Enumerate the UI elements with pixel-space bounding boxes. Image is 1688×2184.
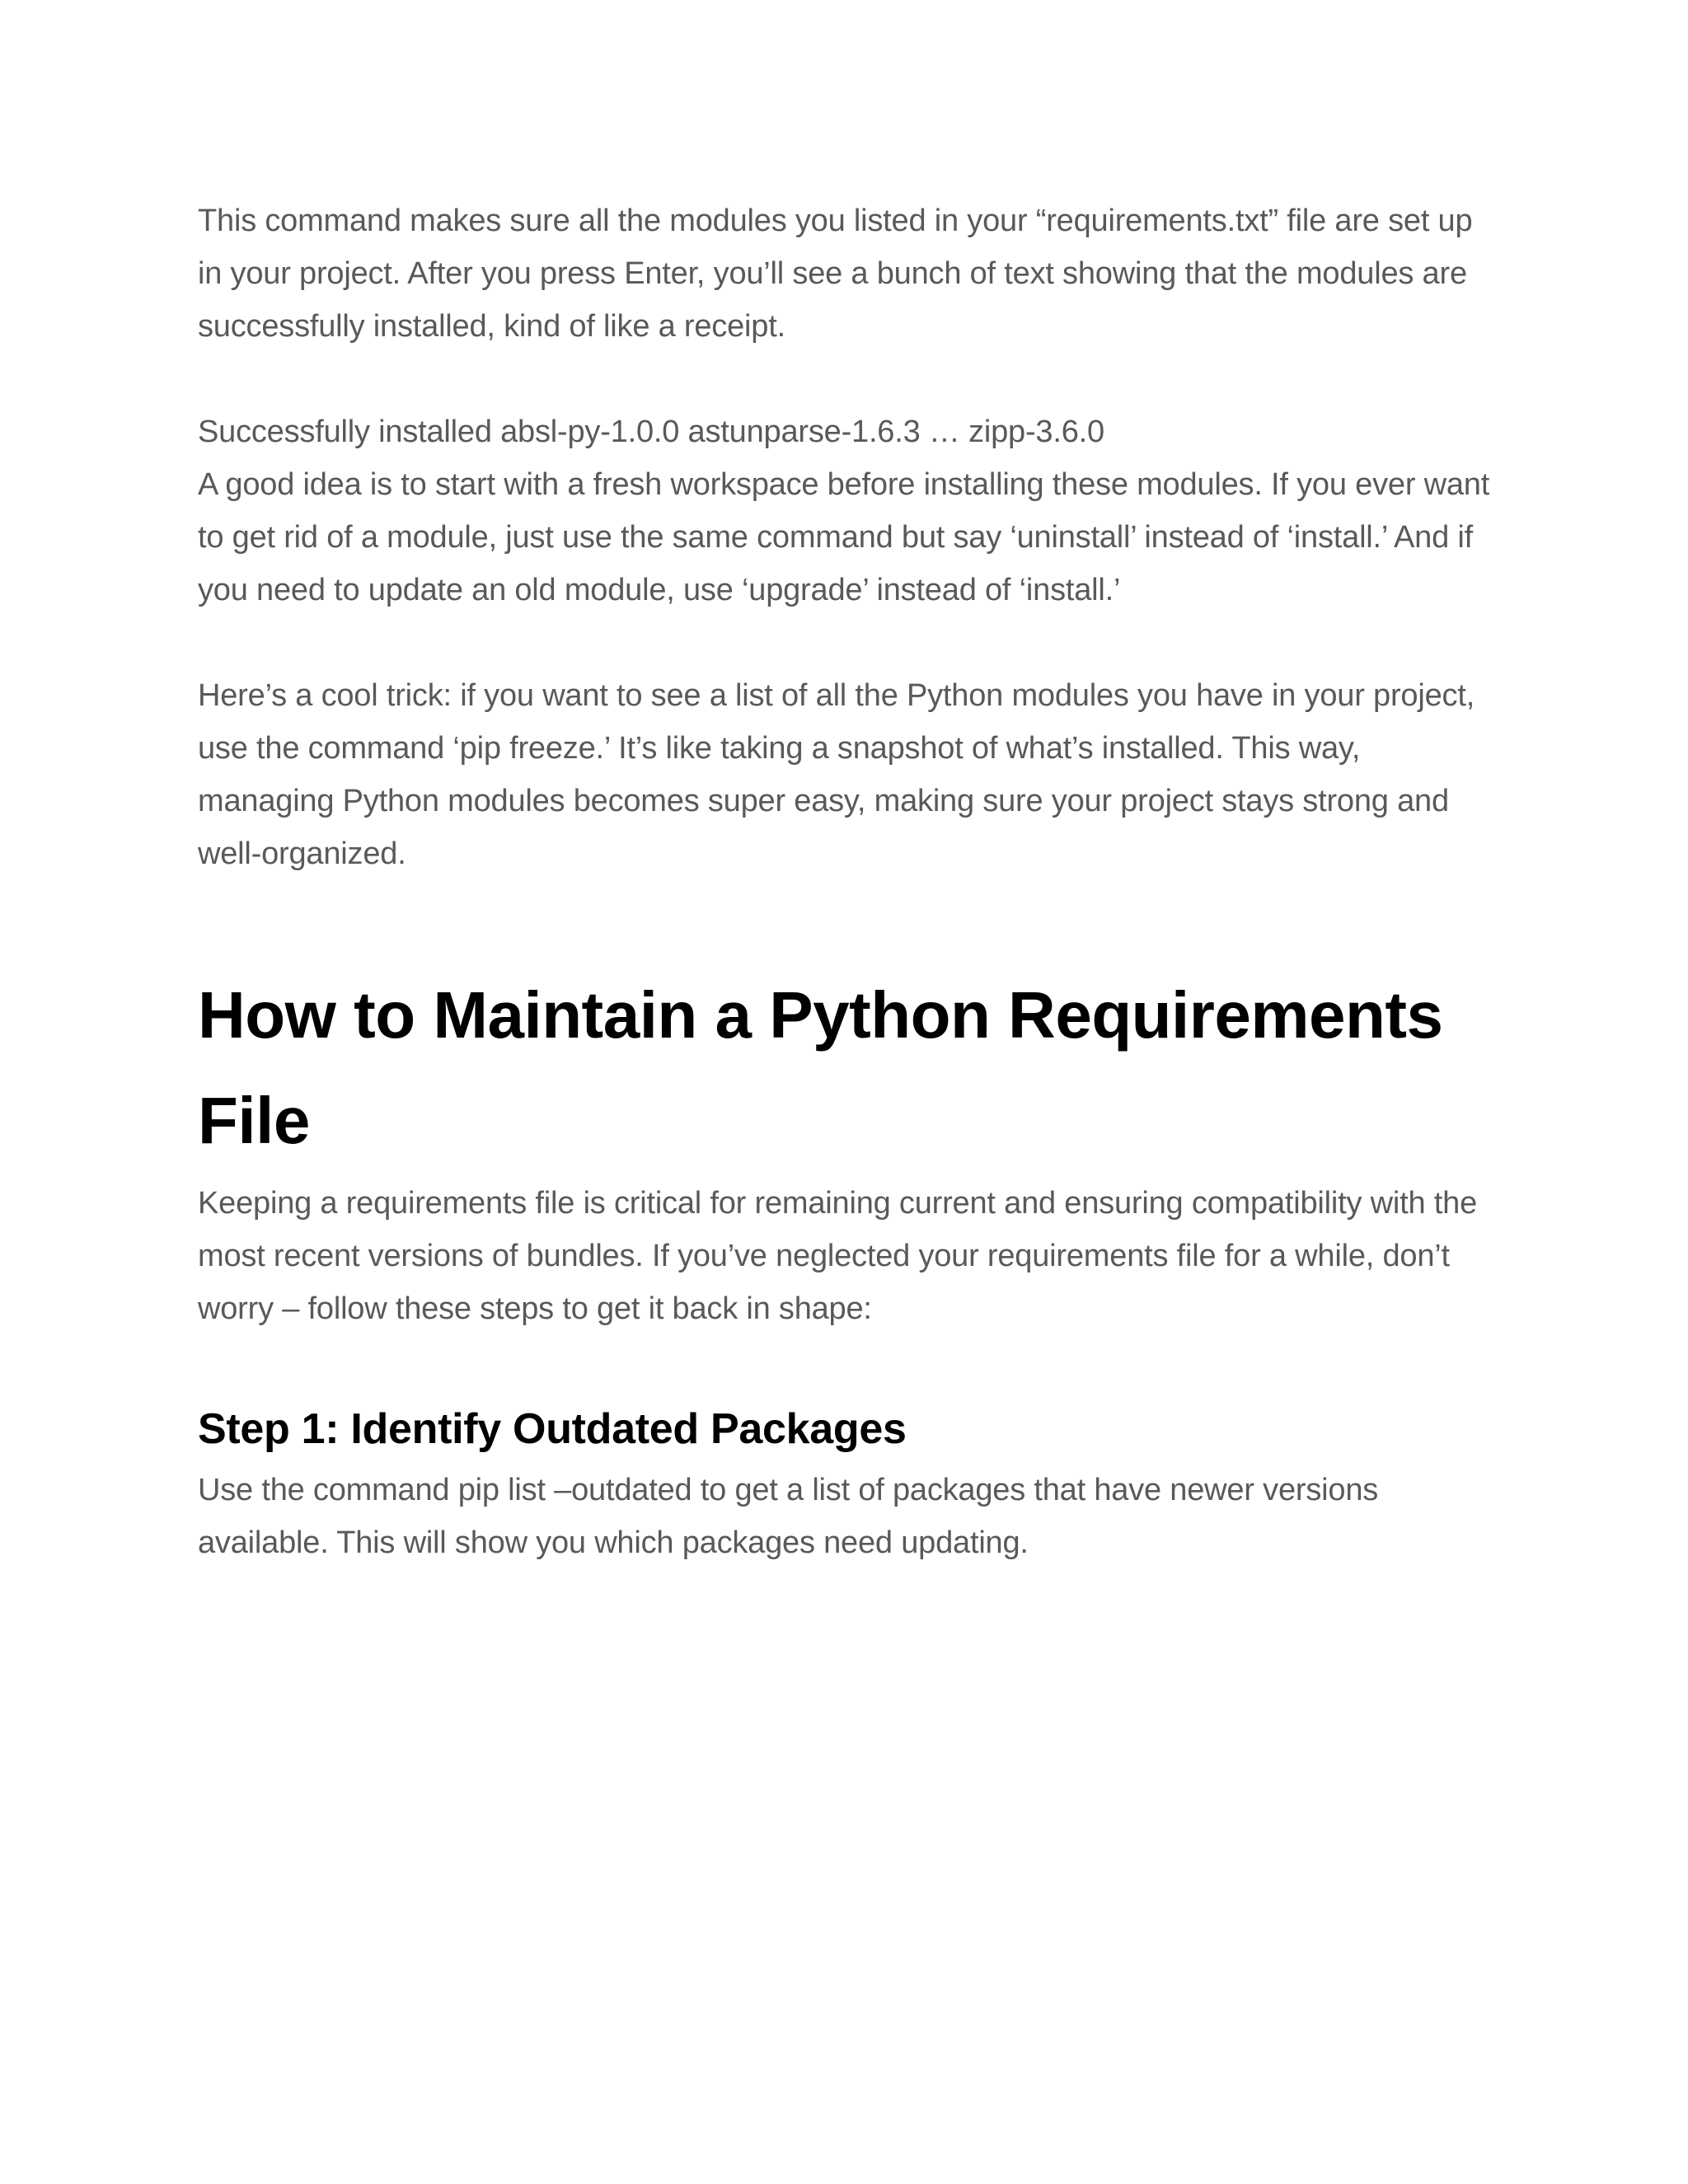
step-1-heading: Step 1: Identify Outdated Packages — [198, 1405, 907, 1453]
paragraph-pip-freeze-tip: Here’s a cool trick: if you want to see a list of all the Python modules you have in your project, use the command ‘pip freeze.’ It’s like taking a snapshot of what’s installed. This way, managing Python modules becomes super easy, making sure your project stays strong and well-organized. — [198, 678, 1475, 871]
paragraph-install-output: Successfully installed absl-py-1.0.0 astunparse-1.6.3 … zipp-3.6.0 — [198, 415, 1104, 449]
paragraph-install-explanation: This command makes sure all the modules you listed in your “requirements.txt” file are set up in your project. After you press Enter, you’ll see a bunch of text showing that the modules are successfully installed, kind of like a receipt. — [198, 204, 1473, 344]
step-1-body: Use the command pip list –outdated to get a list of packages that have newer versions available. This will show you which packages need updating. — [198, 1473, 1379, 1560]
section-heading: How to Maintain a Python Requirements File — [198, 978, 1443, 1157]
paragraph-workspace-tip: A good idea is to start with a fresh workspace before installing these modules. If you ever want to get rid of a module, just use the same command but say ‘uninstall’ instead of ‘install.’ And if you need to update an old module, use ‘upgrade’ instead of ‘install.’ — [198, 467, 1490, 607]
section-intro: Keeping a requirements file is critical for remaining current and ensuring compatibility with the most recent versions of bundles. If you’ve neglected your requirements file for a while, don’t worry – follow these steps to get it back in shape: — [198, 1186, 1478, 1326]
document-content — [198, 194, 1500, 1569]
